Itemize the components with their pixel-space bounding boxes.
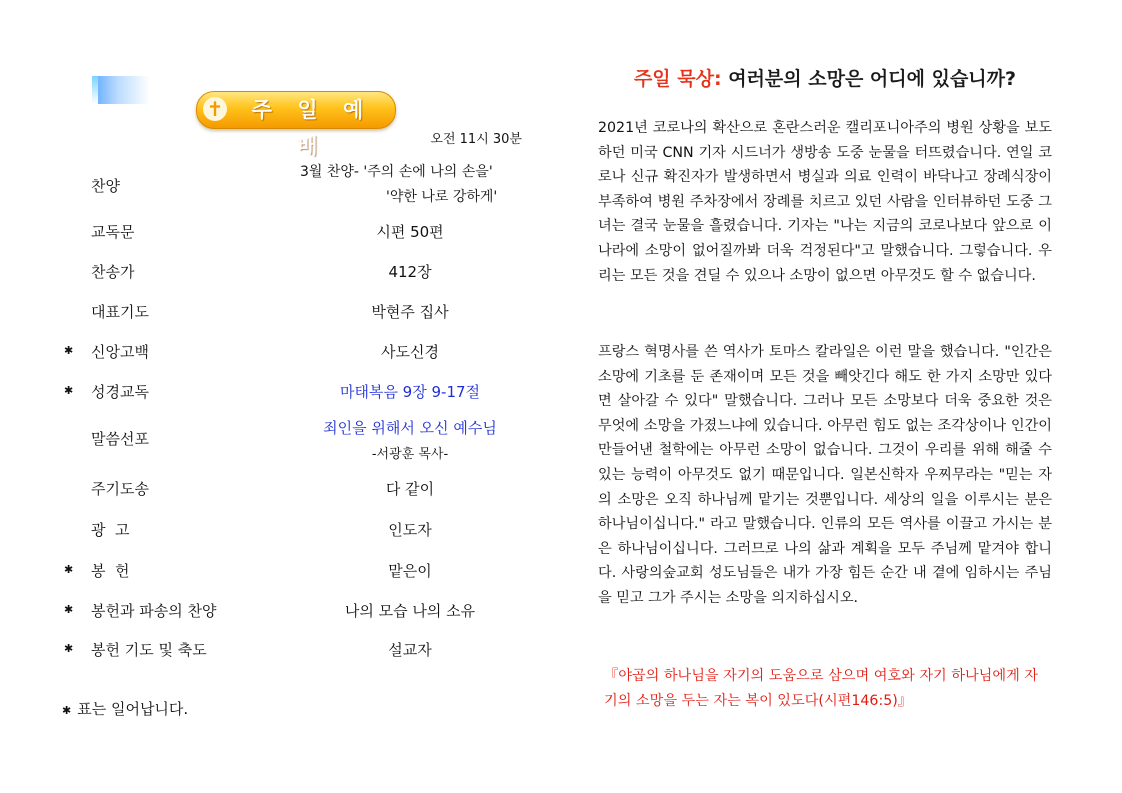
order-value: 인도자 [388,521,432,539]
standing-star-icon: ✱ [62,704,72,717]
service-time: 오전 11시 30분 [430,132,522,147]
order-label: 봉헌 기도 및 축도 [91,641,207,659]
order-row-benediction [0,639,560,663]
order-label: 찬송가 [91,263,135,281]
praise-line-2: '약한 나로 강하게' [386,189,498,205]
meditation-paragraph-1: 2021년 코로나의 확산으로 혼란스러운 캘리포니아주의 병원 상황을 보도하던 미국 CNN 기자 시드너가 생방송 도중 눈물을 터뜨렸습니다. 연일 코로나 신규 확진자가 발생하면서 병실과 의료 인력이 바닥나고 장례식장이 부족하여 병원 주차장에서 장례를 치르고 있던 사람을 인터뷰하던 도중 그녀는 결국 눈물을 흘렸습니다. 기자는 "나는 지금의 코로나보다 앞으로 이 나라에 소망이 없어질까봐 더욱 걱정된다"고 말했습니다. 그렇습니다. 우리는 모든 것을 견딜 수 있으나 소망이 없으면 아무것도 할 수 없습니다. [598,120,1052,284]
footnote-text: 표는 일어납니다. [77,700,189,718]
sermon-preacher: -서광훈 목사- [371,447,449,462]
order-value: 412장 [388,263,432,281]
order-label: 주기도송 [91,480,149,498]
standing-star-icon: ✱ [64,603,74,616]
worship-title-banner [196,91,396,158]
order-label: 신앙고백 [91,343,149,361]
order-label: 봉헌과 파송의 찬양 [91,602,217,620]
order-value: 박현주 집사 [371,303,449,321]
meditation-title-main: 여러분의 소망은 어디에 있습니까? [728,68,1017,90]
order-row-creed [0,341,560,365]
scripture-reference: 마태복음 9장 9-17절 [339,383,481,401]
order-row-offering [0,560,560,584]
order-row-offering-song [0,600,560,624]
order-row-responsive-reading [0,221,560,245]
order-row-hymn [0,261,560,285]
order-value: 맡은이 [388,562,432,580]
order-value: 다 같이 [385,480,435,498]
order-value: 나의 모습 나의 소유 [344,602,476,620]
order-row-announcements [0,519,560,543]
standing-star-icon: ✱ [64,563,74,576]
order-value: 설교자 [388,641,432,659]
order-label: 찬양 [91,177,120,195]
corner-decoration [92,76,150,104]
order-label: 대표기도 [91,303,149,321]
standing-star-icon: ✱ [64,384,74,397]
sermon-title: 죄인을 위해서 오신 예수님 [323,419,497,437]
order-row-lords-prayer [0,478,560,502]
meditation-title [610,64,1040,91]
order-label: 봉 헌 [91,562,130,580]
order-label: 교독문 [91,223,135,241]
standing-star-icon: ✱ [64,642,74,655]
order-label: 광 고 [91,521,130,539]
standing-star-icon: ✱ [64,344,74,357]
order-value: 시편 50편 [376,223,444,241]
praise-line-1: 3월 찬양- '주의 손에 나의 손을' [300,164,493,180]
sermon-title-row [0,417,560,441]
meditation-paragraph-2: 프랑스 혁명사를 쓴 역사가 토마스 칼라일은 이런 말을 했습니다. "인간은 소망에 기초를 둔 존재이며 모든 것을 빼앗긴다 해도 한 가지 소망만 있다면 살아갈 수 있다" 말했습니다. 그러나 모든 소망보다 더욱 중요한 것은 무엇에 소망을 가졌느냐에 있습니다. 아무런 힘도 없는 조각상이나 인간이 만들어낸 철학에는 아무런 소망이 없습니다. 그것이 우리를 위해 해줄 수 있는 능력이 아무것도 없기 때문입니다. 일본신학자 우찌무라는 "믿는 자의 소망은 오직 하나님께 맡기는 것뿐입니다. 세상의 일을 이루시는 분은 하나님이십니다." 라고 말했습니다. 인류의 모든 역사를 이끌고 가시는 분은 하나님이십니다. 그러므로 나의 삶과 계획을 모두 주님께 맡겨야 합니다. 사랑의숲교회 성도님들은 내가 가장 힘든 순간 내 곁에 임하시는 주님을 믿고 그가 주시는 소망을 의지하십시오. [598,344,1052,606]
standing-footnote [62,698,188,719]
order-label: 말씀선포 [91,430,149,448]
order-value: 사도신경 [381,343,439,361]
order-row-scripture [0,381,560,405]
worship-title: 주 일 예 배 [251,98,373,158]
meditation-verse: 『야곱의 하나님을 자기의 도움으로 삼으며 여호와 자기 하나님에게 자기의 소망을 두는 자는 복이 있도다(시편146:5)』 [604,668,1039,709]
meditation-title-prefix: 주일 묵상: [633,68,722,90]
order-label: 성경교독 [91,383,149,401]
cross-icon: ✝ [203,97,227,121]
order-row-rep-prayer [0,301,560,325]
